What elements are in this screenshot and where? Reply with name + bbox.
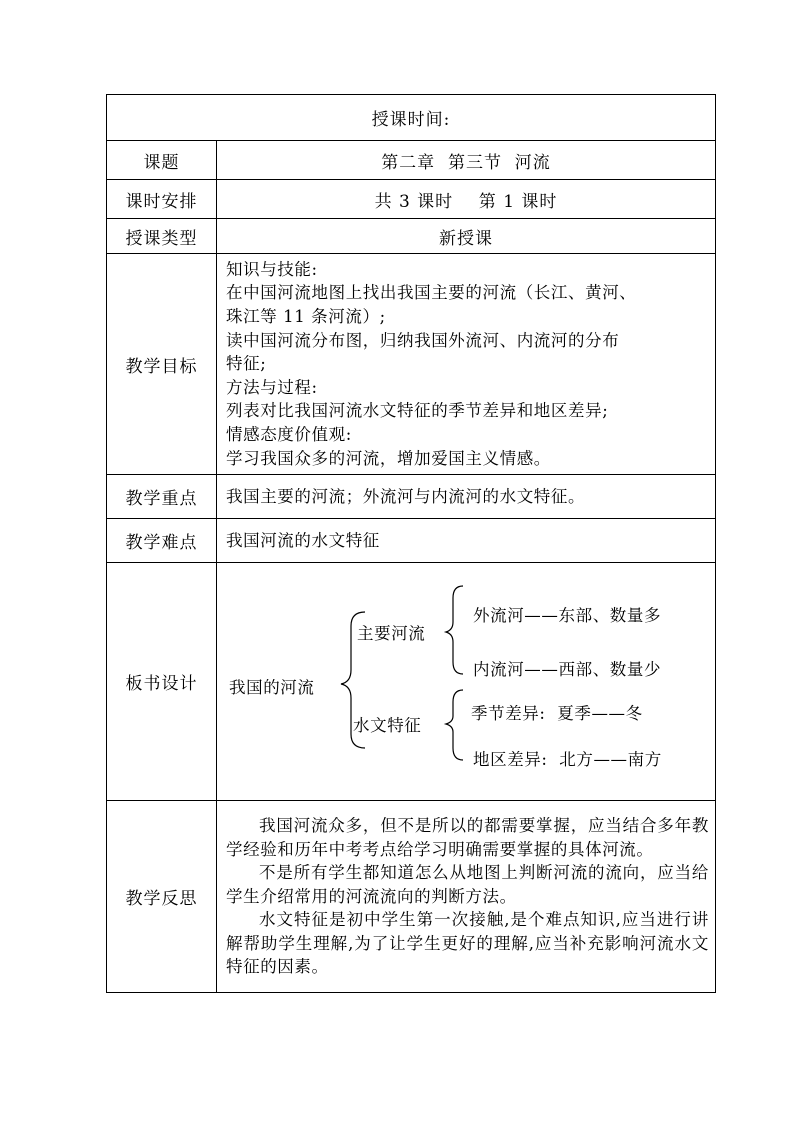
goals-label: 教学目标: [107, 254, 217, 475]
board-design: [217, 563, 716, 801]
schedule-row: [107, 180, 716, 219]
goals-line: 方法与过程:: [226, 377, 318, 397]
key-points-value: 我国主要的河流；外流河与内流河的水文特征。: [217, 475, 716, 519]
type-label: 授课类型: [107, 219, 217, 254]
goals-line: 学习我国众多的河流，增加爱国主义情感。: [226, 448, 551, 468]
topic-label: 课题: [107, 141, 217, 180]
difficulties-row: [107, 519, 716, 563]
type-row: [107, 219, 716, 254]
goals-line: 特征;: [226, 354, 267, 374]
goals-line: 列表对比我国河流水文特征的季节差异和地区差异;: [226, 401, 609, 421]
reflection-content: [217, 801, 716, 993]
difficulties-label: 教学难点: [107, 519, 217, 563]
reflection-paragraph: 水文特征是初中学生第一次接触,是个难点知识,应当进行讲解帮助学生理解,为了让学生更好的理解,应当补充影响河流水文特征的因素。: [226, 910, 710, 977]
board-diagram: [217, 564, 715, 800]
goals-content: [217, 254, 716, 475]
goals-line: 知识与技能:: [226, 259, 318, 279]
type-value: 新授课: [217, 219, 716, 254]
key-points-label: 教学重点: [107, 475, 217, 519]
schedule-label: 课时安排: [107, 180, 217, 219]
teaching-time-cell: 授课时间:: [107, 95, 716, 141]
topic-value: 第二章 第三节 河流: [217, 141, 716, 180]
hydrology-brace: [446, 690, 463, 760]
key-points-row: [107, 475, 716, 519]
reflection-row: [107, 801, 716, 993]
board-item-seasonal: 季节差异: 夏季——冬: [471, 703, 643, 723]
goals-line: 在中国河流地图上找出我国主要的河流（长江、黄河、: [226, 283, 637, 303]
lesson-plan-table: [106, 94, 716, 993]
difficulties-value: 我国河流的水文特征: [217, 519, 716, 563]
board-item-exterior-rivers: 外流河——东部、数量多: [473, 605, 662, 625]
board-label: 板书设计: [107, 563, 217, 801]
board-branch-hydrology: 水文特征: [353, 715, 422, 735]
board-root: 我国的河流: [229, 677, 315, 697]
goals-line: 珠江等 11 条河流）;: [226, 307, 386, 327]
board-item-interior-rivers: 内流河——西部、数量少: [473, 659, 662, 679]
goals-row: [107, 254, 716, 475]
schedule-value: 共 3 课时 第 1 课时: [217, 180, 716, 219]
goals-line: 情感态度价值观:: [226, 424, 352, 444]
goals-line: 读中国河流分布图，归纳我国外流河、内流河的分布: [226, 330, 620, 350]
reflection-paragraph: 不是所有学生都知道怎么从地图上判断河流的流向，应当给学生介绍常用的河流流向的判断方法。: [226, 863, 710, 906]
main-rivers-brace: [446, 586, 463, 674]
topic-row: [107, 141, 716, 180]
reflection-paragraph: 我国河流众多，但不是所以的都需要掌握，应当结合多年教学经验和历年中考考点给学习明确需要掌握的具体河流。: [226, 815, 710, 859]
reflection-label: 教学反思: [107, 801, 217, 993]
board-branch-main-rivers: 主要河流: [357, 623, 426, 643]
board-row: [107, 563, 716, 801]
board-item-regional: 地区差异: 北方——南方: [473, 749, 662, 769]
header-row: [107, 95, 716, 141]
